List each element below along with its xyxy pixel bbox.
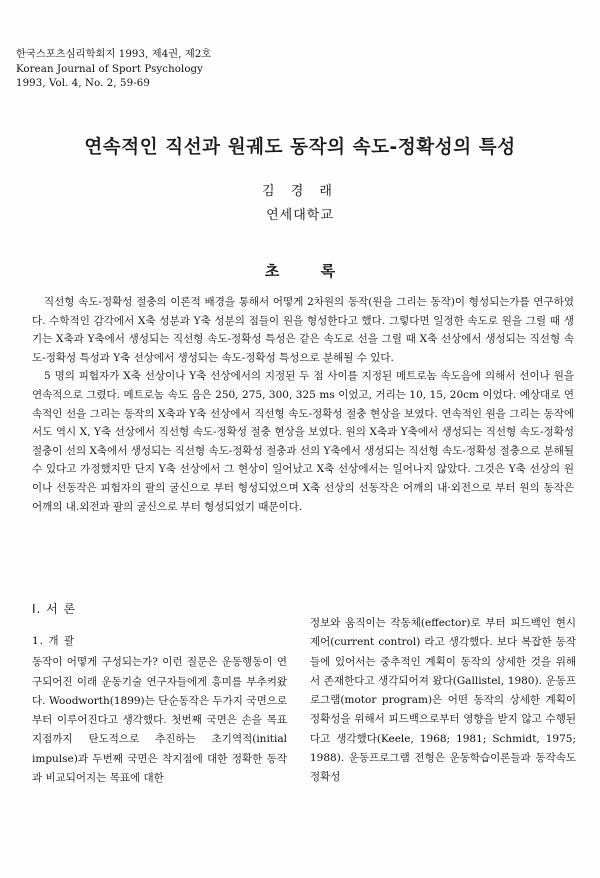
- left-column-paragraph: 동작이 어떻게 구성되는가? 이런 질문은 운동행동이 연구되어진 이래 운동기술 연구자들에게 흥미를 부추켜왔다. Woodworth(1899)는 단순동작은 두가지 국면으로 부터 이루어진다고 생각했다. 첫번째 국면은 손을 목표 지점까지 탄도적으로 추진하는 초기역적(initial impulse)과 두번째 국면은 착지점에 대한 정확한 동작과 비교되어지는 목표에 대한: [32, 656, 287, 785]
- subsection-heading-overview: 1. 개 괄: [32, 635, 75, 647]
- journal-english-name: Korean Journal of Sport Psychology: [16, 63, 204, 75]
- body-left-column: [32, 632, 287, 788]
- section-heading-introduction: Ⅰ. 서 론: [32, 602, 77, 616]
- author-name: 김 경 래: [262, 184, 338, 199]
- abstract-paragraph-2: 5 명의 피험자가 X축 선상이나 Y축 선상에서의 지정된 두 점 사이를 지정된 메트로놈 속도음에 의해서 선이나 원을 연속적으로 그렸다. 메트로놈 속도 음은 250, 275, 300, 325 ms 이었고, 거리는 10, 15, 20cm 이었다. 예상대로 연속적인 선을 그리는 동작의 X축과 Y축 선상에서 직선형 속도-정확성 절충 현상을 보였다. 연속적인 원을 그리는 동작에서도 역시 X, Y축 선상에서 직선형 속도-정확성 절충 현상을 보였다. 원의 X축과 Y축에서 생성되는 직선형 속도-정확성 절충이 선의 X축에서 생성되는 직선형 속도-정확성 절충과 선의 Y축에서 생성되는 직선형 속도-정확성 절충으로 분해될 수 있다고 가정했지만 단지 Y축 선상에서 그 현상이 일어났고 X축 선상에서는 일어나지 않았다. 그것은 Y축 선상의 원이나 선동작은 피험자의 팔의 굴신으로 부터 형성되었으며 X축 선상의 선동작은 어깨의 내·외전으로 부터 원의 동작은 어깨의 내.외전과 팔의 굴신으로 부터 형성되었기 때문이다.: [32, 370, 574, 513]
- author-affiliation: 연세대학교: [266, 208, 334, 223]
- journal-header: [16, 48, 316, 92]
- abstract: [32, 293, 574, 516]
- journal-citation: 1993, Vol. 4, No. 2, 59-69: [16, 78, 150, 89]
- body-right-column: [310, 614, 576, 788]
- paper-title: 연속적인 직선과 원궤도 동작의 속도-정확성의 특성: [84, 137, 516, 158]
- abstract-heading: 초 록: [264, 262, 354, 280]
- right-column-paragraph: 정보와 움직이는 작동체(effector)로 부터 피드백인 현시제어(current control) 라고 생각했다. 보다 복잡한 동작들에 있어서는 중추적인 계획이 동작의 상세한 것을 위해서 존재한다고 생각되어져 왔다(Gallistel, 1980). 운동프로그램(motor program)은 어떤 동작의 상세한 계획이 정확성을 위해서 피드백으로부터 영향을 받지 않고 수행된다고 생각했다(Keele, 1968; 1981; Schmidt, 1975; 1988). 운동프로그램 전형은 운동학습이론들과 동작속도 정확성: [310, 617, 576, 784]
- journal-korean-name: 한국스포츠심리학회지 1993, 제4권, 제2호: [16, 49, 212, 60]
- abstract-paragraph-1: 직선형 속도-정확성 절충의 이론적 배경을 통해서 어떻게 2차원의 동작(원을 그리는 동작)이 형성되는가를 연구하였다. 수학적인 감각에서 X축 성분과 Y축 성분의 점들이 원을 형성한다고 했다. 그렇다면 일정한 속도로 원을 그릴 때 생기는 X축과 Y축에서 생성되는 직선형 속도-정확성 특성은 같은 속도로 선을 그릴 때 X축 선상에서 생성되는 직선형 속도-정확성 특성과 Y축 선상에서 생성되는 속도-정확성 특성으로 분해될 수 있다.: [32, 296, 574, 364]
